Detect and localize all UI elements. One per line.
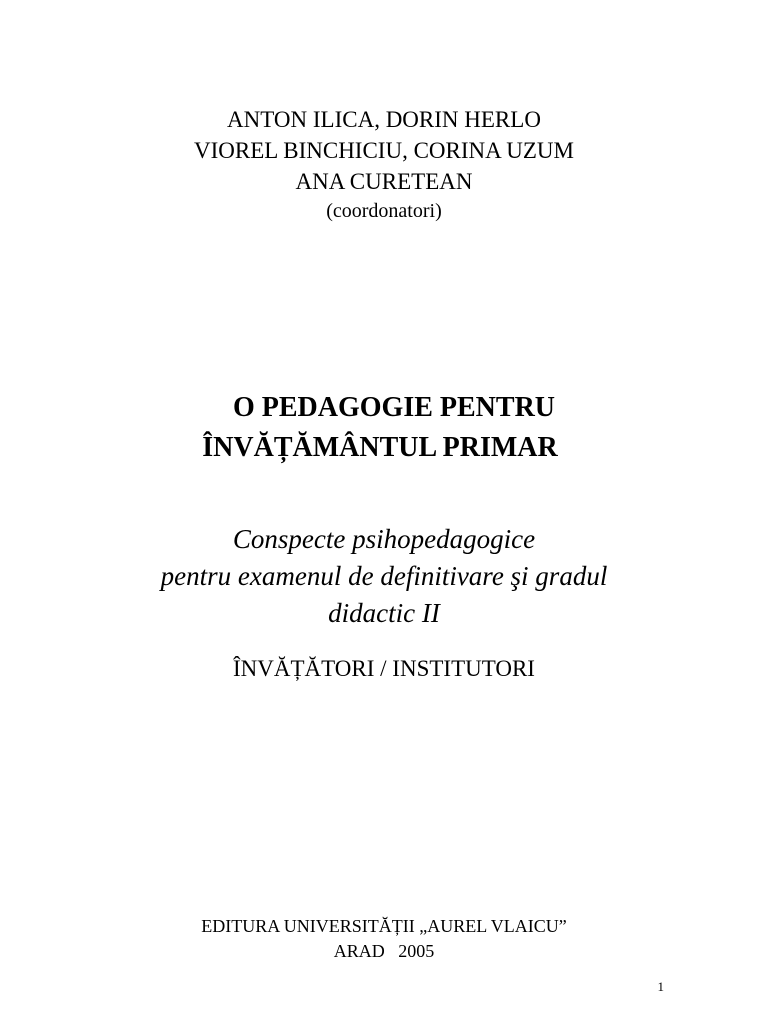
book-title	[0, 388, 768, 468]
title-line-2: ÎNVĂȚĂMÂNTUL PRIMAR	[202, 432, 558, 463]
subtitle-line-3: didactic II	[328, 598, 440, 628]
subtitle-line-1: Conspecte psihopedagogice	[232, 524, 536, 554]
publisher-block	[0, 914, 768, 964]
page-number: 1	[657, 979, 664, 994]
author-line-2: VIOREL BINCHICIU, CORINA UZUM	[194, 138, 574, 163]
author-line-1: ANTON ILICA, DORIN HERLO	[227, 107, 541, 132]
title-line-1: O PEDAGOGIE PENTRU	[232, 392, 556, 423]
author-line-3: ANA CURETEAN	[295, 169, 473, 194]
publisher-name: EDITURA UNIVERSITĂȚII „AUREL VLAICU”	[201, 916, 567, 936]
publisher-city-year: ARAD 2005	[333, 941, 435, 961]
target-audience: ÎNVĂȚĂTORI / INSTITUTORI	[233, 656, 535, 681]
subtitle-line-2: pentru examenul de definitivare şi gradul	[160, 561, 608, 591]
authors-role: (coordonatori)	[326, 200, 442, 222]
book-subtitle	[0, 521, 768, 632]
authors-block	[0, 104, 768, 225]
